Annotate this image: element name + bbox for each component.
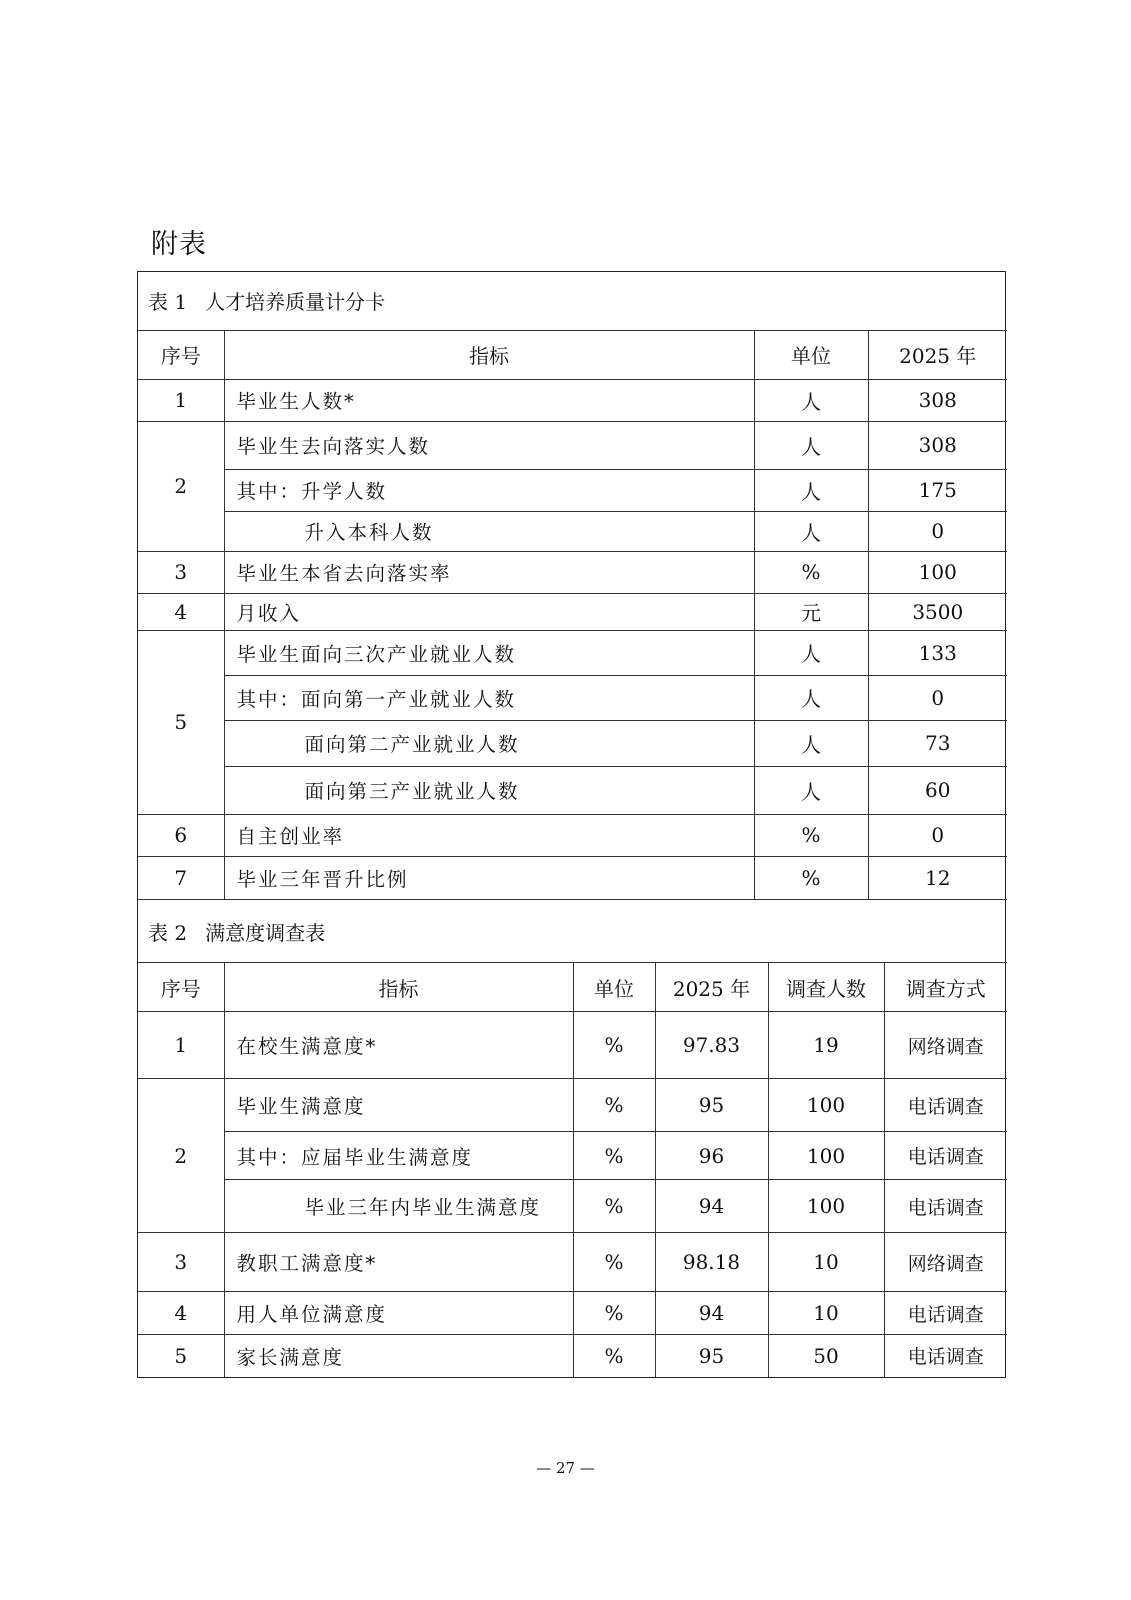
row-indicator: 毕业三年内毕业生满意度 <box>224 1180 573 1233</box>
table2-header-seq: 序号 <box>138 963 224 1012</box>
row-value: 12 <box>868 856 1007 899</box>
row-value: 175 <box>868 469 1007 511</box>
row-unit: % <box>573 1233 655 1292</box>
row-method: 电话调查 <box>884 1335 1007 1377</box>
row-value: 95 <box>655 1335 768 1377</box>
row-value: 60 <box>868 766 1007 814</box>
row-method: 网络调查 <box>884 1012 1007 1079</box>
row-unit: 人 <box>754 766 868 814</box>
row-seq: 3 <box>138 1233 224 1292</box>
table-row <box>138 379 1007 421</box>
table-row <box>138 593 1007 630</box>
row-indicator: 在校生满意度* <box>224 1012 573 1079</box>
row-method: 电话调查 <box>884 1180 1007 1233</box>
table1-header-seq: 序号 <box>138 330 224 379</box>
row-unit: 人 <box>754 511 868 551</box>
row-indicator: 教职工满意度* <box>224 1233 573 1292</box>
row-count: 10 <box>768 1292 884 1335</box>
row-unit: % <box>573 1292 655 1335</box>
row-value: 73 <box>868 720 1007 766</box>
row-unit: % <box>573 1335 655 1377</box>
page-heading: 附表 <box>151 229 207 260</box>
row-unit: % <box>754 814 868 856</box>
table1-label: 表 1 <box>148 290 188 315</box>
table-row <box>138 1079 1007 1132</box>
row-indicator: 毕业生去向落实人数 <box>224 421 754 469</box>
row-indicator: 毕业生面向三次产业就业人数 <box>224 630 754 675</box>
row-method: 电话调查 <box>884 1132 1007 1180</box>
row-indicator: 用人单位满意度 <box>224 1292 573 1335</box>
row-count: 50 <box>768 1335 884 1377</box>
table-row <box>138 511 1007 551</box>
row-indicator: 面向第三产业就业人数 <box>224 766 754 814</box>
table-row <box>138 856 1007 899</box>
row-seq: 5 <box>138 630 224 814</box>
table1-title <box>138 272 1007 330</box>
row-value: 98.18 <box>655 1233 768 1292</box>
row-value: 97.83 <box>655 1012 768 1079</box>
row-seq: 2 <box>138 1079 224 1233</box>
row-unit: % <box>754 551 868 593</box>
row-count: 100 <box>768 1180 884 1233</box>
table2-label: 表 2 <box>148 920 188 945</box>
row-indicator: 其中：面向第一产业就业人数 <box>224 675 754 720</box>
row-value: 133 <box>868 630 1007 675</box>
table-row <box>138 469 1007 511</box>
row-value: 3500 <box>868 593 1007 630</box>
row-count: 19 <box>768 1012 884 1079</box>
row-seq: 4 <box>138 593 224 630</box>
row-indicator: 其中：升学人数 <box>224 469 754 511</box>
table-row <box>138 675 1007 720</box>
table-row <box>138 1233 1007 1292</box>
row-value: 308 <box>868 421 1007 469</box>
table2-title <box>138 900 1007 963</box>
table2-title-text: 满意度调查表 <box>205 920 326 945</box>
row-unit: 人 <box>754 630 868 675</box>
row-unit: 人 <box>754 469 868 511</box>
row-count: 100 <box>768 1079 884 1132</box>
page-number: — 27 — <box>536 1459 595 1477</box>
row-value: 94 <box>655 1180 768 1233</box>
table-row <box>138 1292 1007 1335</box>
table1-header-indicator: 指标 <box>224 330 754 379</box>
table-row <box>138 766 1007 814</box>
row-value: 0 <box>868 814 1007 856</box>
table2-header-unit: 单位 <box>573 963 655 1012</box>
table-row <box>138 1132 1007 1180</box>
table-row <box>138 630 1007 675</box>
talent-quality-scorecard-table <box>138 272 1007 899</box>
row-seq: 3 <box>138 551 224 593</box>
row-indicator: 自主创业率 <box>224 814 754 856</box>
row-unit: 人 <box>754 720 868 766</box>
row-method: 网络调查 <box>884 1233 1007 1292</box>
satisfaction-survey-table <box>138 899 1007 1377</box>
row-indicator: 其中：应届毕业生满意度 <box>224 1132 573 1180</box>
table2-header-indicator: 指标 <box>224 963 573 1012</box>
row-unit: % <box>573 1079 655 1132</box>
table-row <box>138 421 1007 469</box>
row-unit: % <box>573 1180 655 1233</box>
row-value: 308 <box>868 379 1007 421</box>
row-count: 100 <box>768 1132 884 1180</box>
row-method: 电话调查 <box>884 1292 1007 1335</box>
row-seq: 5 <box>138 1335 224 1377</box>
row-unit: 人 <box>754 379 868 421</box>
table-row <box>138 720 1007 766</box>
row-unit: 人 <box>754 675 868 720</box>
row-value: 95 <box>655 1079 768 1132</box>
row-unit: % <box>754 856 868 899</box>
row-indicator: 毕业生满意度 <box>224 1079 573 1132</box>
table-row <box>138 1012 1007 1079</box>
row-seq: 7 <box>138 856 224 899</box>
row-indicator: 毕业生人数* <box>224 379 754 421</box>
table1-header-year: 2025 年 <box>868 330 1007 379</box>
row-indicator: 月收入 <box>224 593 754 630</box>
row-indicator: 升入本科人数 <box>224 511 754 551</box>
row-method: 电话调查 <box>884 1079 1007 1132</box>
table2-header-year: 2025 年 <box>655 963 768 1012</box>
row-indicator: 面向第二产业就业人数 <box>224 720 754 766</box>
row-seq: 6 <box>138 814 224 856</box>
table2-header-count: 调查人数 <box>768 963 884 1012</box>
row-indicator: 毕业生本省去向落实率 <box>224 551 754 593</box>
row-value: 94 <box>655 1292 768 1335</box>
row-seq: 1 <box>138 379 224 421</box>
table-row <box>138 1335 1007 1377</box>
table1-title-text: 人才培养质量计分卡 <box>205 290 386 315</box>
table2-header-method: 调查方式 <box>884 963 1007 1012</box>
appendix-tables-frame <box>137 271 1006 1378</box>
row-value: 0 <box>868 511 1007 551</box>
row-unit: 人 <box>754 421 868 469</box>
row-seq: 1 <box>138 1012 224 1079</box>
table1-header-unit: 单位 <box>754 330 868 379</box>
row-unit: 元 <box>754 593 868 630</box>
row-seq: 2 <box>138 421 224 551</box>
row-indicator: 家长满意度 <box>224 1335 573 1377</box>
row-value: 0 <box>868 675 1007 720</box>
table-row <box>138 814 1007 856</box>
row-indicator: 毕业三年晋升比例 <box>224 856 754 899</box>
row-value: 100 <box>868 551 1007 593</box>
row-count: 10 <box>768 1233 884 1292</box>
table-row <box>138 1180 1007 1233</box>
row-unit: % <box>573 1012 655 1079</box>
row-seq: 4 <box>138 1292 224 1335</box>
row-value: 96 <box>655 1132 768 1180</box>
table-row <box>138 551 1007 593</box>
row-unit: % <box>573 1132 655 1180</box>
